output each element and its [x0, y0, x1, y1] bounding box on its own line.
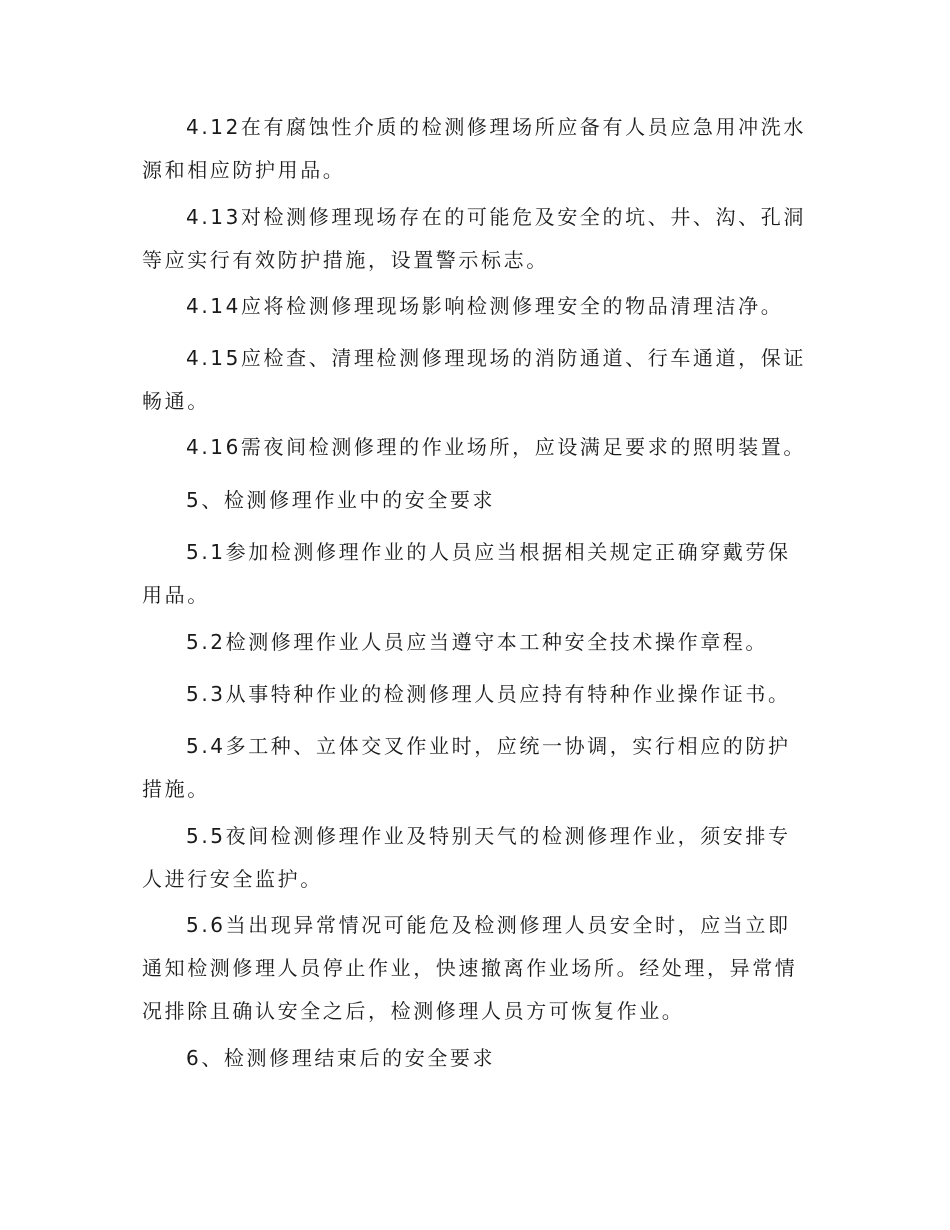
paragraph-5-1: 5.1参加检测修理作业的人员应当根据相关规定正确穿戴劳保用品。: [142, 540, 791, 607]
paragraph-4-14: 4.14应将检测修理现场影响检测修理安全的物品清理洁净。: [186, 294, 784, 318]
paragraph-5-6: 5.6当出现异常情况可能危及检测修理人员安全时，应当立即通知检测修理人员停止作业，快速撤离作业场所。经处理，异常情况排除且确认安全之后，检测修理人员方可恢复作业。: [142, 913, 798, 1023]
section-heading-6: 6、检测修理结束后的安全要求: [186, 1046, 496, 1070]
paragraph-5-5: 5.5夜间检测修理作业及特别天气的检测修理作业，须安排专人进行安全监护。: [142, 824, 791, 891]
paragraph-4-15: 4.15应检查、清理检测修理现场的消防通道、行车通道，保证畅通。: [142, 346, 806, 413]
paragraph-5-4: 5.4多工种、立体交叉作业时，应统一协调，实行相应的防护措施。: [142, 734, 791, 801]
paragraph-5-3: 5.3从事特种作业的检测修理人员应持有特种作业操作证书。: [186, 682, 791, 706]
paragraph-4-16: 4.16需夜间检测修理的作业场所，应设满足要求的照明装置。: [186, 435, 806, 459]
paragraph-5-2: 5.2检测修理作业人员应当遵守本工种安全技术操作章程。: [186, 630, 769, 654]
paragraph-4-13: 4.13对检测修理现场存在的可能危及安全的坑、井、沟、孔洞等应实行有效防护措施，设置警示标志。: [142, 205, 806, 272]
section-heading-5: 5、检测修理作业中的安全要求: [186, 488, 496, 512]
paragraph-4-12: 4.12在有腐蚀性介质的检测修理场所应备有人员应急用冲洗水源和相应防护用品。: [142, 115, 806, 182]
